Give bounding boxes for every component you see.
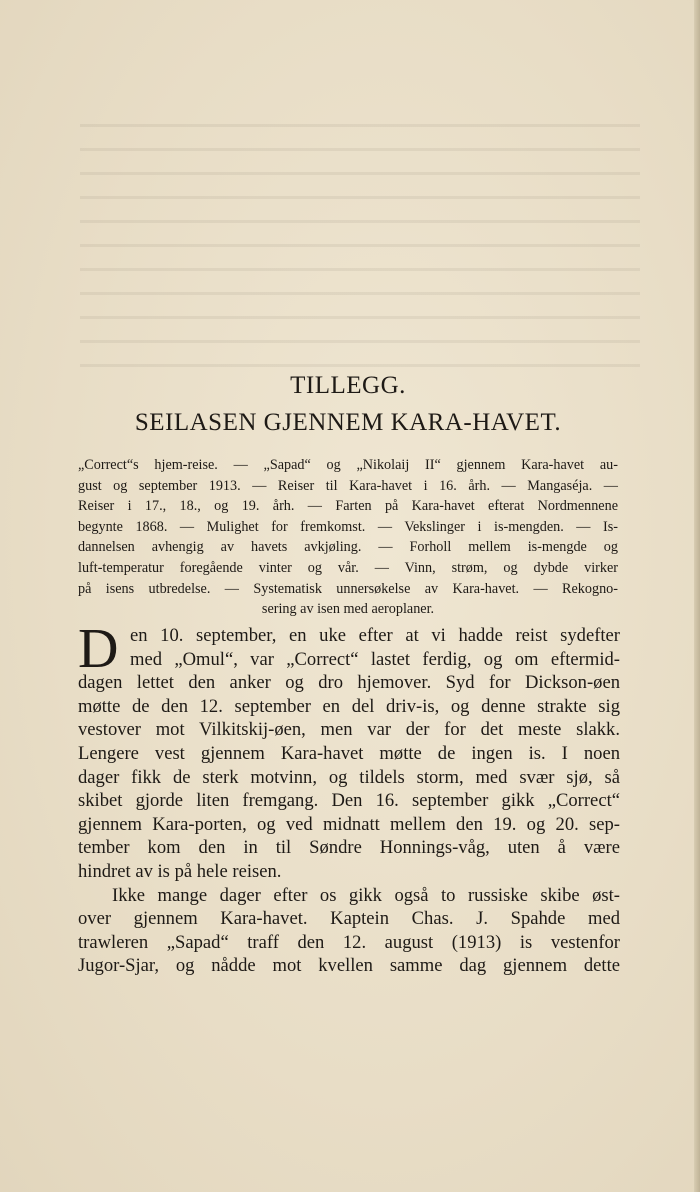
body-text xyxy=(78,618,620,978)
chapter-summary xyxy=(78,455,618,620)
summary-line: luft-temperatur foregående vinter og vår. — Vinn, strøm, og dybde virker xyxy=(78,559,618,576)
body-line: en 10. september, en uke efter at vi hadde reist sydefter xyxy=(130,625,620,646)
body-line: tember kom den in til Søndre Honnings-våg, uten å være xyxy=(78,837,620,859)
body-line: dager fikk de sterk motvinn, og tildels storm, med svær sjø, så xyxy=(78,766,620,788)
body-line: skibet gjorde liten fremgang. Den 16. september gikk „Correct“ xyxy=(78,790,620,812)
body-line: gjennem Kara-porten, og ved midnatt mellem den 19. og 20. sep- xyxy=(78,813,620,835)
body-line: med „Omul“, var „Correct“ lastet ferdig, og om eftermid- xyxy=(130,648,620,670)
summary-line: dannelsen avhengig av havets avkjøling. — Forholl mellem is-mengde og xyxy=(78,539,618,556)
page-edge xyxy=(694,0,700,1192)
summary-line: på isens utbredelse. — Systematisk unnersøkelse av Kara-havet. — Rekogno- xyxy=(78,580,618,597)
body-line: dagen lettet den anker og dro hjemover. Syd for Dickson-øen xyxy=(78,672,620,694)
body-line: Lengere vest gjennem Kara-havet møtte de ingen is. I noen xyxy=(78,742,620,764)
show-through-text xyxy=(80,110,640,380)
body-line: møtte de den 12. september en del driv-is, og denne strakte sig xyxy=(78,695,620,717)
summary-line: „Correct“s hjem-reise. — „Sapad“ og „Nikolaij II“ gjennem Kara-havet au- xyxy=(78,457,618,473)
body-line: hindret av is på hele reisen. xyxy=(78,860,282,882)
body-line: vestover mot Vilkitskij-øen, men var der for det meste slakk. xyxy=(78,719,620,741)
chapter-subtitle: SEILASEN GJENNEM KARA-HAVET. xyxy=(134,409,562,436)
summary-line: gust og september 1913. — Reiser til Kara-havet i 16. årh. — Mangaséja. — xyxy=(78,477,618,494)
chapter-title: TILLEGG. xyxy=(290,372,406,399)
summary-line: Reiser i 17., 18., og 19. årh. — Farten på Kara-havet efterat Nordmennene xyxy=(78,498,618,515)
body-line: Jugor-Sjar, og nådde mot kvellen samme dag gjennem dette xyxy=(78,955,620,977)
body-line: Ikke mange dager efter os gikk også to russiske skibe øst- xyxy=(112,884,620,906)
summary-line: begynte 1868. — Mulighet for fremkomst. — Vekslinger i is-mengden. — Is- xyxy=(78,518,618,535)
body-line: over gjennem Kara-havet. Kaptein Chas. J. Spahde med xyxy=(78,908,620,930)
body-line: trawleren „Sapad“ traff den 12. august (1913) is vestenfor xyxy=(78,931,620,953)
drop-cap: D xyxy=(78,618,119,680)
summary-line: sering av isen med aeroplaner. xyxy=(261,601,435,618)
